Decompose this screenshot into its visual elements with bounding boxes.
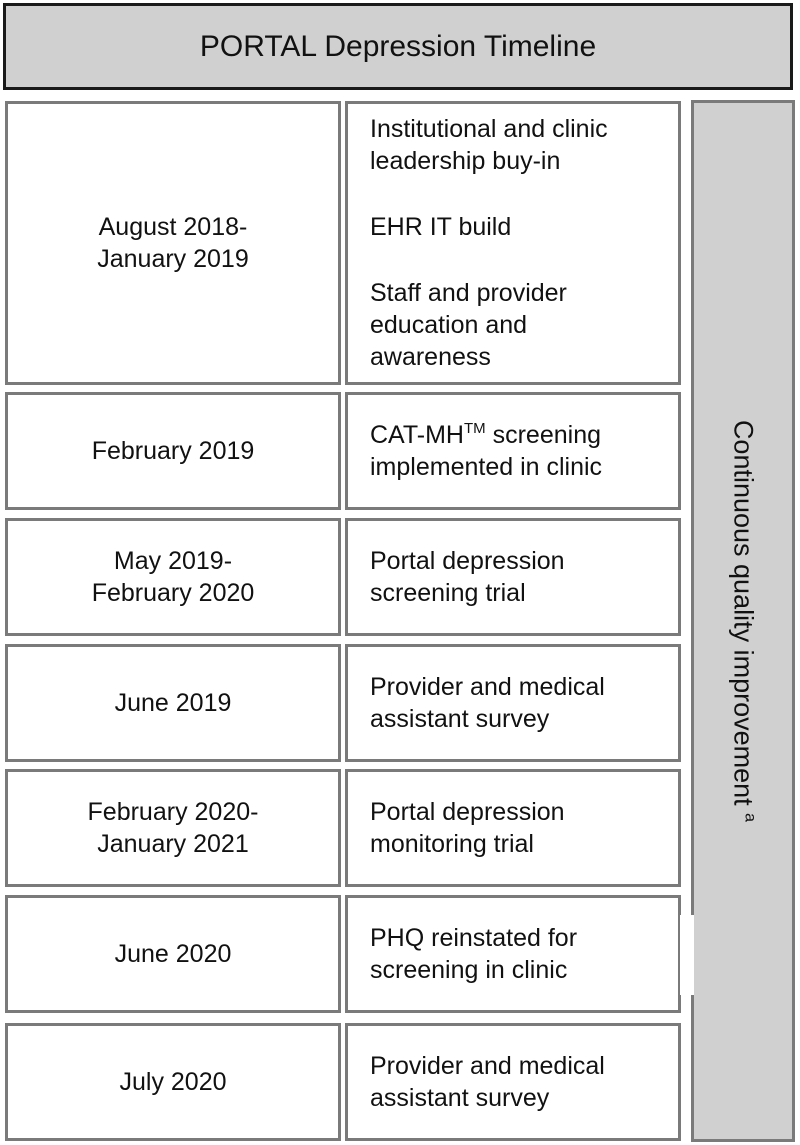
date-line: June 2019 xyxy=(114,689,232,717)
event-line: implemented in clinic xyxy=(370,453,603,481)
event-box-6 xyxy=(345,895,681,1013)
date-line: May 2019- xyxy=(113,547,233,575)
event-line: Provider and medical xyxy=(370,1052,605,1080)
event-box-7 xyxy=(345,1023,681,1141)
date-line: July 2020 xyxy=(119,1068,227,1096)
date-line: June 2020 xyxy=(114,940,232,968)
timeline-title xyxy=(3,3,793,90)
event-line: screening trial xyxy=(370,579,526,607)
date-box-7 xyxy=(5,1023,341,1141)
event-line: assistant survey xyxy=(370,705,550,733)
date-box-3 xyxy=(5,518,341,636)
side-label-text: Continuous quality improvement xyxy=(728,419,759,806)
event-box-5 xyxy=(345,769,681,887)
event-text-post: screening xyxy=(485,421,602,449)
date-line: August 2018- xyxy=(98,213,248,241)
event-line: leadership buy-in xyxy=(370,147,561,175)
date-line: February 2020 xyxy=(91,579,255,607)
date-box-6 xyxy=(5,895,341,1013)
event-line: Provider and medical xyxy=(370,673,605,701)
event-line: PHQ reinstated for xyxy=(370,924,578,952)
date-box-4 xyxy=(5,644,341,762)
event-box-4 xyxy=(345,644,681,762)
border-gap xyxy=(680,915,694,995)
event-box-2 xyxy=(345,392,681,510)
event-box-1 xyxy=(345,101,681,385)
event-line: Portal depression xyxy=(370,547,565,575)
event-line: EHR IT build xyxy=(370,213,512,241)
event-line: monitoring trial xyxy=(370,830,534,858)
date-line: January 2019 xyxy=(97,245,249,273)
event-box-3 xyxy=(345,518,681,636)
date-box-1 xyxy=(5,101,341,385)
continuous-improvement-label xyxy=(728,420,759,822)
side-label-footnote: a xyxy=(741,813,759,823)
event-line: screening in clinic xyxy=(370,956,568,984)
date-line: January 2021 xyxy=(97,830,249,858)
event-text-pre: CAT-MH xyxy=(370,421,464,449)
timeline-title-text: PORTAL Depression Timeline xyxy=(199,29,597,63)
event-line: assistant survey xyxy=(370,1084,550,1112)
event-line: awareness xyxy=(370,343,491,371)
date-box-2 xyxy=(5,392,341,510)
date-line: February 2019 xyxy=(91,437,255,465)
event-line: Staff and provider xyxy=(370,279,567,307)
event-line: Portal depression xyxy=(370,798,565,826)
event-line: education and xyxy=(370,311,528,339)
date-box-5 xyxy=(5,769,341,887)
event-line xyxy=(370,419,678,451)
trademark-superscript: TM xyxy=(463,420,486,437)
event-line: Institutional and clinic xyxy=(370,115,608,143)
continuous-improvement-bar xyxy=(691,100,795,1142)
date-line: February 2020- xyxy=(87,798,259,826)
